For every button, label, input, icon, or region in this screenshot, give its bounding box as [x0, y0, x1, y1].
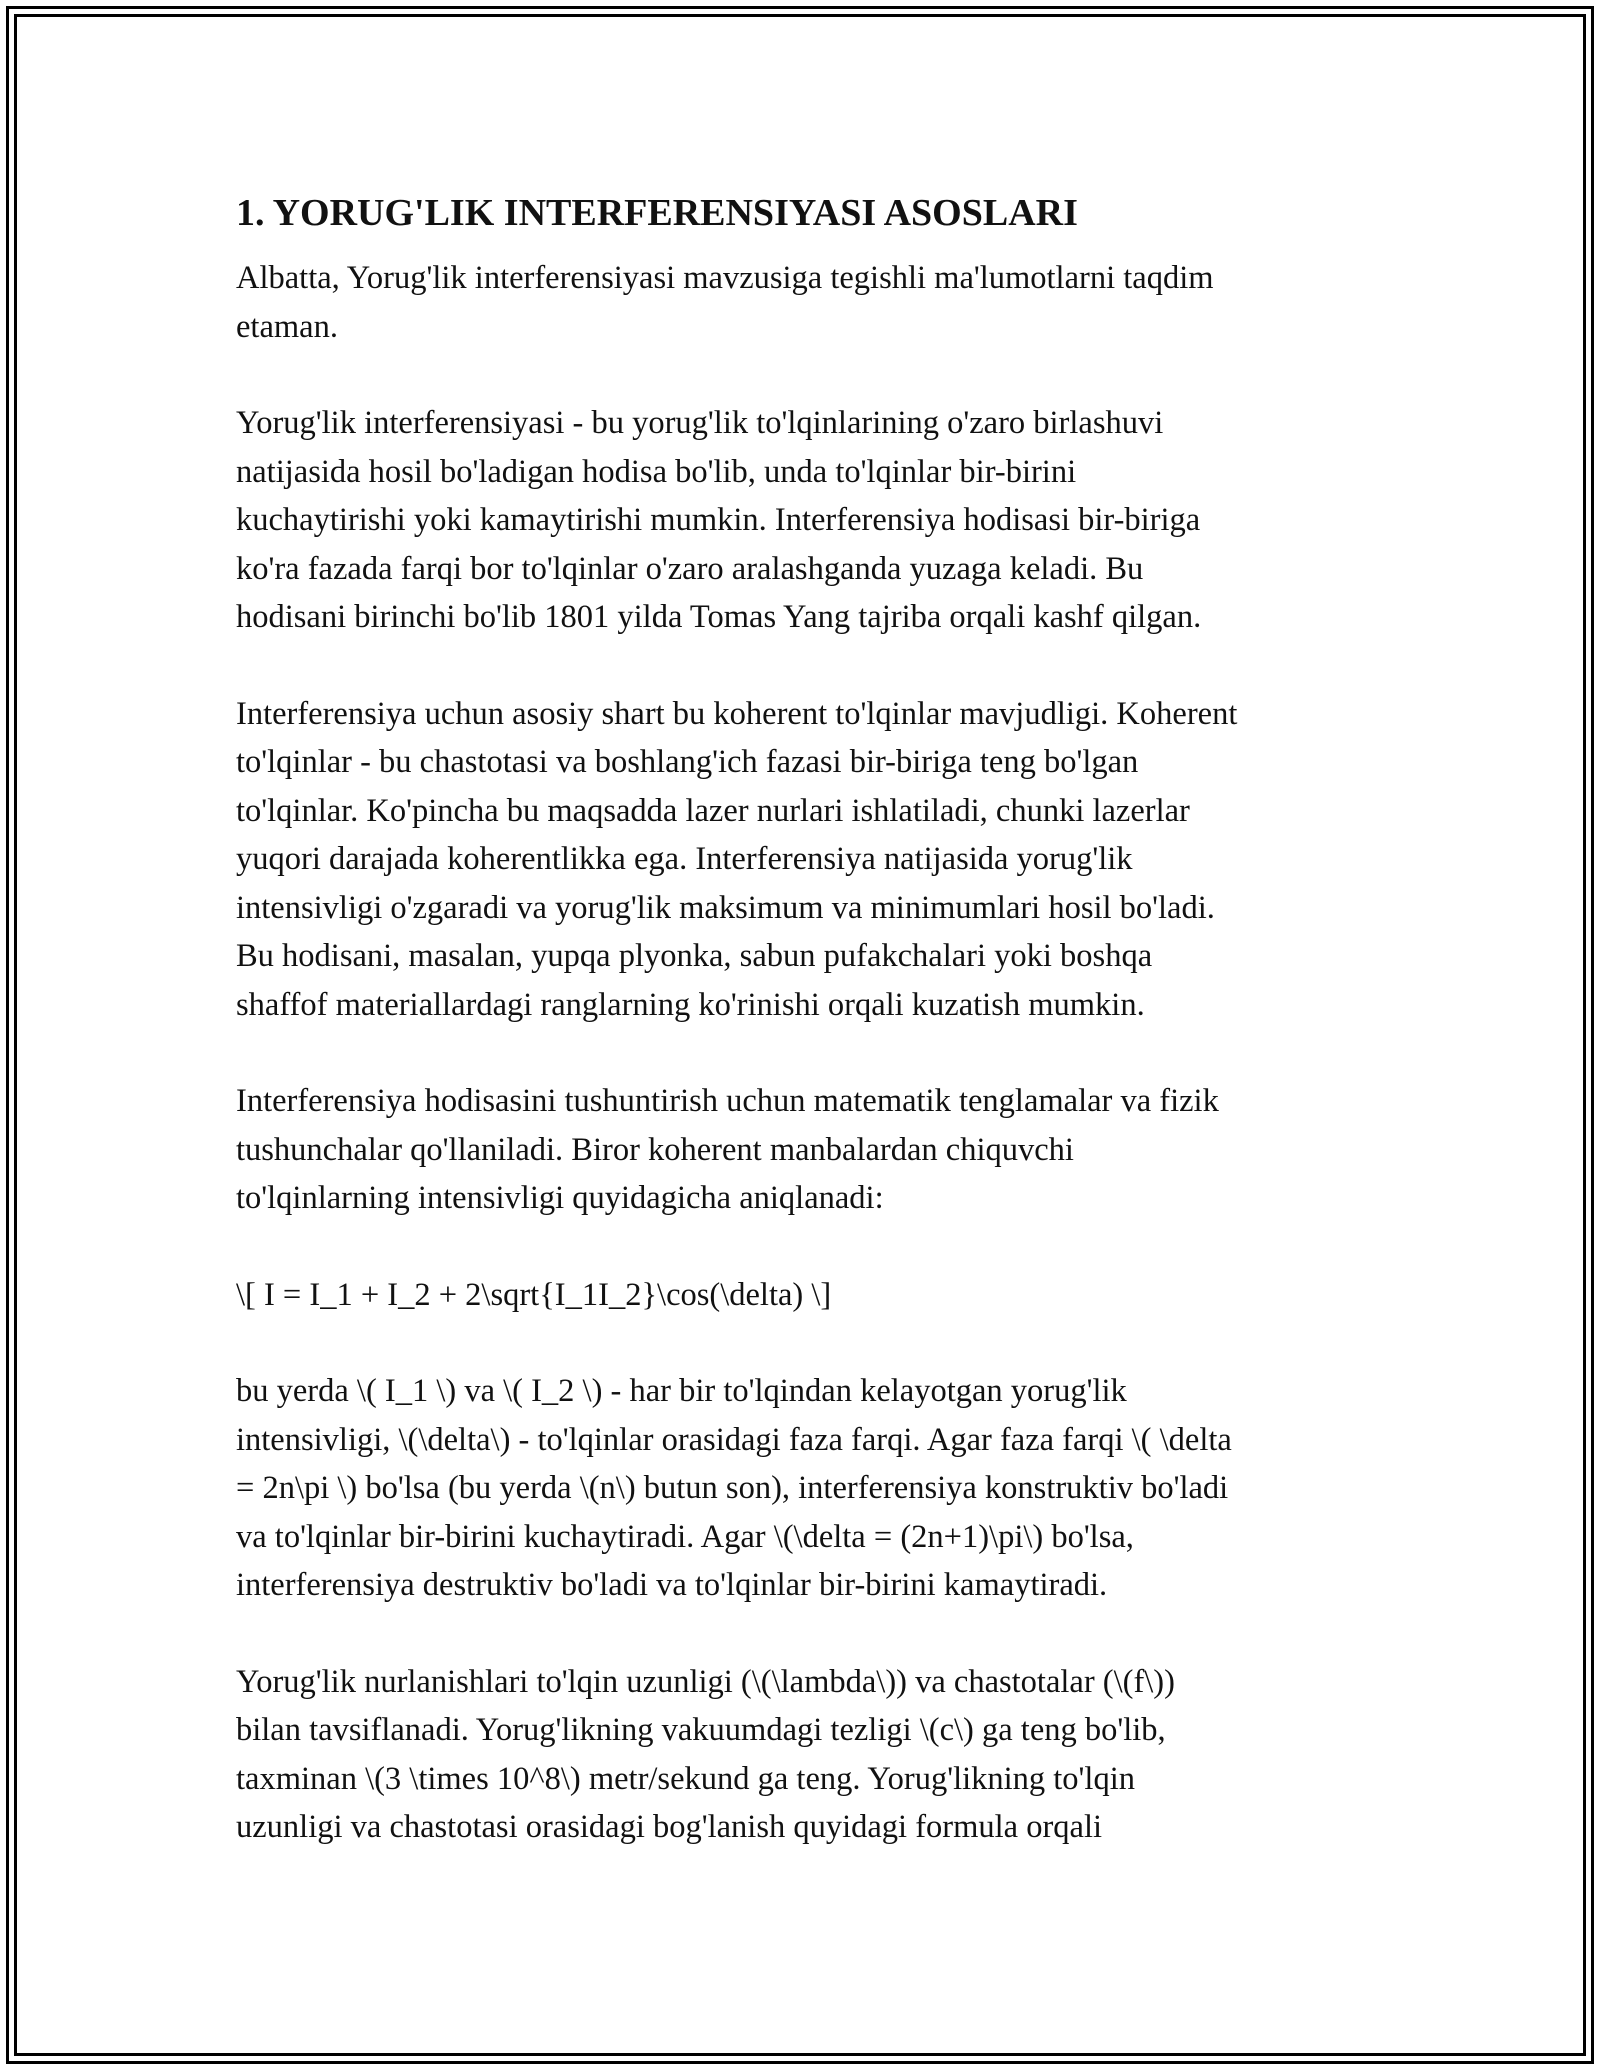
document-body — [236, 186, 1386, 1900]
paragraph-formula-explanation: bu yerda \( I_1 \) va \( I_2 \) - har bir to'lqindan kelayotgan yorug'lik intensivligi, \(\delta\) - to'lqinlar orasidagi faza farqi. Agar faza farqi \( \delta = 2n\pi \) bo'lsa (bu yerda \(n\) butun son), interferensiya konstruktiv bo'ladi va to'lqinlar bir-birini kuchaytiradi. Agar \(\delta = (2n+1)\pi\) bo'lsa, interferensiya destruktiv bo'ladi va to'lqinlar bir-birini kamaytiradi. — [236, 1373, 1232, 1603]
paragraph-intro: Albatta, Yorug'lik interferensiyasi mavzusiga tegishli ma'lumotlarni taqdim etaman. — [236, 260, 1214, 345]
paragraph-wavelength: Yorug'lik nurlanishlari to'lqin uzunligi (\(\lambda\)) va chastotalar (\(f\)) bilan tavsiflanadi. Yorug'likning vakuumdagi tezligi \(c\) ga teng bo'lib, taxminan \(3 \times 10^8\) metr/sekund ga teng. Yorug'likning to'lqin uzunligi va chastotasi orasidagi bog'lanish quyidagi formula orqali — [236, 1663, 1175, 1845]
intensity-formula: \[ I = I_1 + I_2 + 2\sqrt{I_1I_2}\cos(\delta) \] — [236, 1276, 832, 1313]
paragraph-coherence: Interferensiya uchun asosiy shart bu koherent to'lqinlar mavjudligi. Koherent to'lqinlar - bu chastotasi va boshlang'ich fazasi bir-biriga teng bo'lgan to'lqinlar. Ko'pincha bu maqsadda lazer nurlari ishlatiladi, chunki lazerlar yuqori darajada koherentlikka ega. Interferensiya natijasida yorug'lik intensivligi o'zgaradi va yorug'lik maksimum va minimumlari hosil bo'ladi. Bu hodisani, masalan, yupqa plyonka, sabun pufakchalari yoki boshqa shaffof materiallardagi ranglarning ko'rinishi orqali kuzatish mumkin. — [236, 695, 1238, 1023]
document-title: 1. YORUG'LIK INTERFERENSIYASI ASOSLARI — [236, 192, 1078, 234]
paragraph-definition: Yorug'lik interferensiyasi - bu yorug'lik to'lqinlarining o'zaro birlashuvi natijasida hosil bo'ladigan hodisa bo'lib, unda to'lqinlar bir-birini kuchaytirishi yoki kamaytirishi mumkin. Interferensiya hodisasi bir-biriga ko'ra fazada farqi bor to'lqinlar o'zaro aralashganda yuzaga keladi. Bu hodisani birinchi bo'lib 1801 yilda Tomas Yang tajriba orqali kashf qilgan. — [236, 405, 1202, 635]
paragraph-math-intro: Interferensiya hodisasini tushuntirish uchun matematik tenglamalar va fizik tushunchalar qo'llaniladi. Biror koherent manbalardan chiquvchi to'lqinlarning intensivligi quyidagicha aniqlanadi: — [236, 1083, 1219, 1216]
